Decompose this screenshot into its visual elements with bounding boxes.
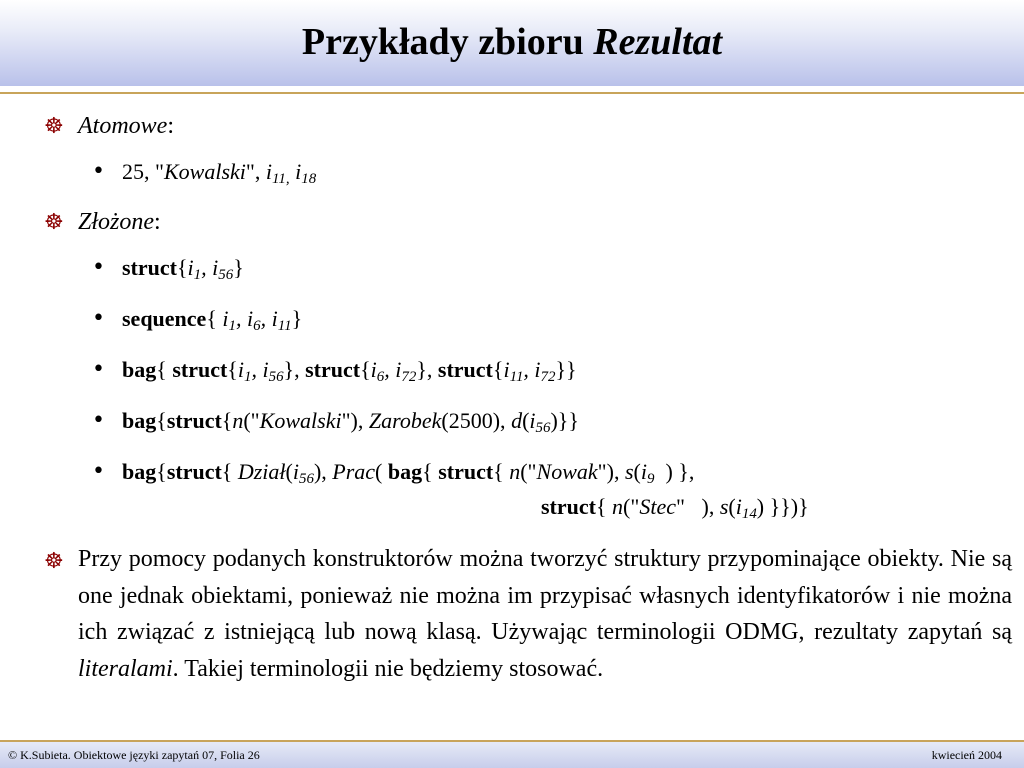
footer-left: © K.Subieta. Obiektowe języki zapytań 07, Folia 26	[8, 748, 260, 762]
example-struct: • $struct\{i_1$, $i_{56}$}	[92, 255, 244, 284]
label-atomowe: Atomowe	[78, 113, 168, 139]
dot-bullet-icon: •	[92, 459, 105, 484]
dot-bullet-icon: •	[92, 306, 105, 331]
footer-date: kwiecień 2004	[931, 748, 1002, 762]
explanation-paragraph: ☸ Przy pomocy podanych konstruktorów można tworzyć struktury przypominające obiekty. Nie są one jednak obiektami, ponieważ nie można im przypisać własnych identyfikatorów i nie można ich związać z istniejącą lub nową klasą. Używając terminologii ODMG, rezultaty zapytań są literalami. Takiej terminologii nie będziemy stosować.	[44, 546, 1012, 682]
item-atomowe: ☸ Atomowe:	[78, 111, 174, 141]
example-bag-dzial-cont: struct{ n("Stec" ), $s(i_{14})$ }})}	[541, 494, 809, 523]
example-bag-kowalski: • bag{struct{n("Kowalski"), Zarobek(2500), $d(i_{56})$}}	[92, 408, 579, 437]
item-zlozone: ☸ Złożone:	[78, 207, 161, 237]
label-zlozone: Złożone	[78, 209, 155, 235]
dot-bullet-icon: •	[92, 408, 105, 433]
dot-bullet-icon: •	[92, 255, 105, 280]
slide-title	[0, 20, 1024, 64]
example-sequence: • sequence{ $i_1$, $i_6$, $i_{11}$}	[92, 306, 303, 335]
title-text: Przykłady zbioru	[301, 21, 584, 63]
title-italic: Rezultat	[593, 21, 723, 63]
wheel-bullet-icon: ☸	[44, 549, 64, 574]
dot-bullet-icon: •	[92, 159, 105, 184]
example-bag-dzial: • bag{struct{ $Dział(i_{56})$, Prac( bag{ struct{ n("Nowak"), $s(i_9$ ) },	[92, 459, 695, 488]
example-bag-struct: • bag{ $struct\{i_1$, $i_{56}$}, $struct\{i_6$, $i_{72}$}, $struct\{i_{11}$, $i_{72}$}}	[92, 357, 577, 386]
title-rule	[0, 92, 1024, 94]
footer	[0, 742, 1024, 768]
wheel-bullet-icon: ☸	[44, 210, 64, 235]
dot-bullet-icon: •	[92, 357, 105, 382]
atom-values: • 25, "Kowalski", $i_{11,}$ $i_{18}$	[92, 159, 317, 188]
wheel-bullet-icon: ☸	[44, 114, 64, 139]
